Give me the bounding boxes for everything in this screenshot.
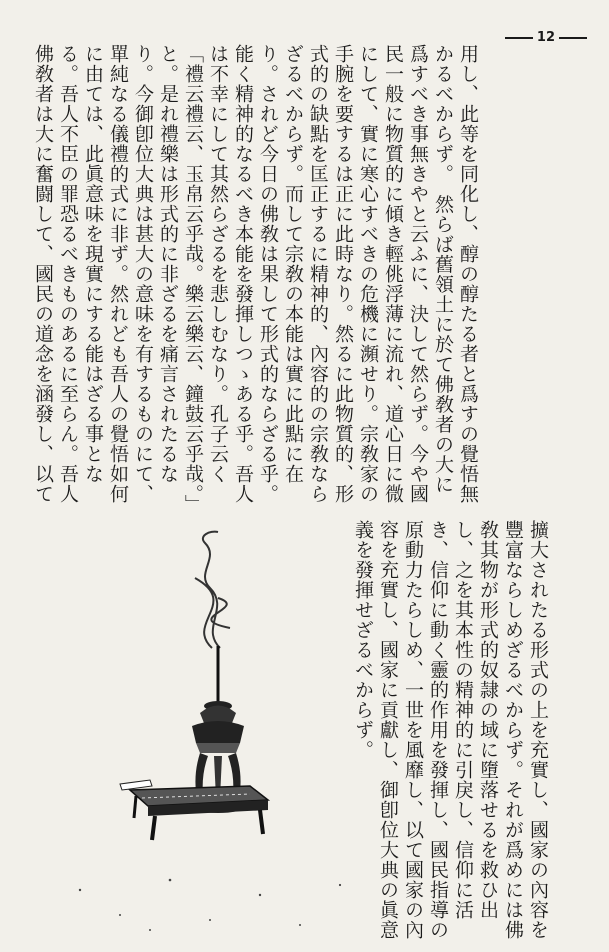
closing-paragraph: 擴大されたる形式の上を充實し、國家の內容を豐富ならしめざるべからず。それが爲めには佛敎其物が形式的奴隷の域に墮落せるを救ひ出し、之を其本性の精神的に引戾し、信仰に活き、信仰に動く靈的作用を發揮し、國民指導の原動力たらしめ、一世を風靡し、以て國家の內容を充實し、國家に貢獻し、御卽位大典の眞意義を發揮せざるべからず。 <box>352 520 549 940</box>
smoke-icon <box>195 532 230 648</box>
closing-text-columns <box>350 520 550 940</box>
page-number-text: 12 <box>536 30 555 45</box>
main-paragraph: 用し、此等を同化し、醇の醇たる者と爲すの覺悟無かるべからず。 然らば舊領土に於て佛敎者の大に爲すべき事無きやと云ふに、決して然らず。今や國民一般に物質的に傾き輕佻浮薄に流れ、道心日に微にして、實に寒心すべきの危機に瀕せり。宗敎家の手腕を要するは正に此時なり。然るに此物質的、形式的の缺點を匡正するに精神的、內容的の宗敎ならざるべからず。而して宗敎の本能は實に此點に在り。されど今日の佛敎は果して形式的ならざる乎。能く精神的なるべき本能を發揮しつゝある乎。吾人は不幸にして其然らざるを悲しむなり。孔子云く「禮云禮云、玉帛云乎哉。樂云樂云、鐘鼓云乎哉。」と。是れ禮樂は形式的に非ざるを痛言されたるなり。今御卽位大典は甚大の意味を有するものにて、單純なる儀禮的式に非ず。然れども吾人の覺悟如何に由ては、此眞意味を現實にする能はざる事となる。吾人不臣の罪恐るべきものあるに至らん。吾人佛敎者は大に奮闘して、國民の道念を涵發し、以て <box>32 44 479 505</box>
page-number <box>505 30 587 45</box>
main-text-block <box>30 44 578 509</box>
main-text-columns <box>30 44 480 509</box>
paper-speckles <box>60 860 360 940</box>
incense-burner-illustration <box>100 528 290 848</box>
closing-text-block <box>350 520 592 940</box>
page-number-rule-right <box>559 37 587 39</box>
page-number-rule-left <box>505 37 533 39</box>
